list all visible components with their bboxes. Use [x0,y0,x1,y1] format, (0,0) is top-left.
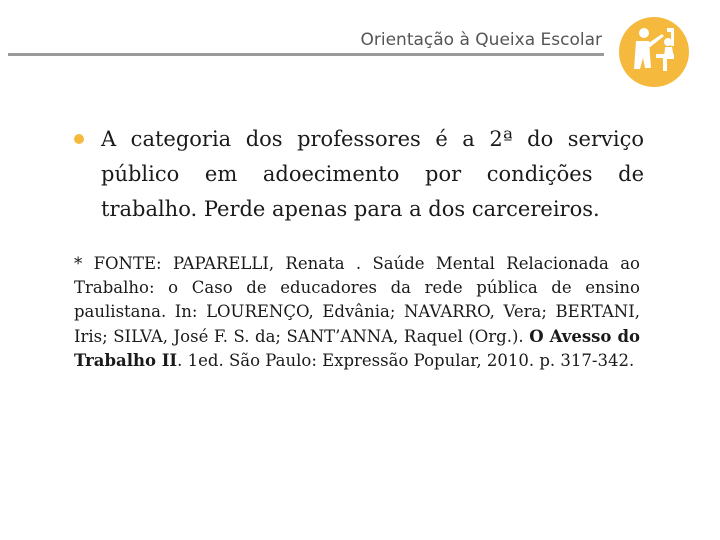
teacher-child-logo-icon [616,14,692,90]
source-book-title: O Avesso do Trabalho II [74,326,640,370]
bullet-dot-icon [74,134,84,144]
bullet-item [74,122,644,227]
source-suffix: . 1ed. São Paulo: Expressão Popular, 2010. p. 317-342. [177,350,635,370]
header-rule [8,53,604,56]
source-prefix: * FONTE: PAPARELLI, Renata . Saúde Mental Relacionada ao Trabalho: o Caso de educadores da rede pública de ensino paulistana. In: LOURENÇO, Edvânia; NAVARRO, Vera; BERTANI, Iris; SILVA, José F. S. da; SANT’ANNA, Raquel (Org.). [74,254,640,346]
bullet-text: A categoria dos professores é a 2ª do serviço público em adoecimento por condições de trabalho. Perde apenas para a dos carcereiros. [101,127,644,221]
header-title: Orientação à Queixa Escolar [360,30,602,50]
source-citation [74,252,640,373]
